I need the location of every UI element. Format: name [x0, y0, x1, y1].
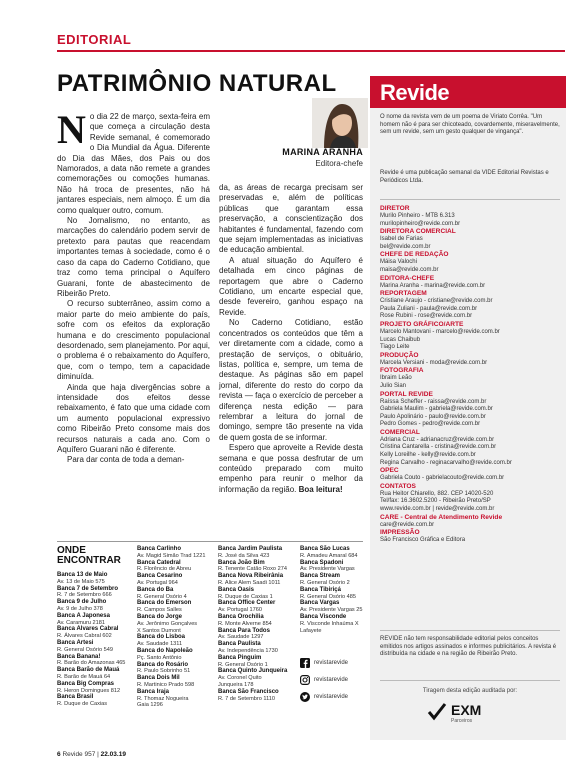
newsstand-entry	[57, 681, 131, 695]
staff-line: Pedro Gomes - pedro@revide.com.br	[380, 421, 481, 428]
newsstand-name: Banca Pinguim	[218, 654, 262, 661]
newsstand-name: Banca Vargas	[300, 600, 340, 607]
staff-line: São Francisco Gráfica e Editora	[380, 537, 466, 544]
disclaimer: REVIDE não tem responsabilidade editorial pelos conceitos emitidos nos artigos assinados e informes publicitários. A revista é distribuída na cidade e na região de Ribeirão Preto.	[380, 636, 557, 658]
newsstand-name: Banca do Rosário	[137, 661, 189, 668]
svg-text:Parceiros: Parceiros	[451, 718, 473, 724]
staff-heading: IMPRESSÃO	[380, 529, 420, 537]
staff-line: Raíssa Scheffer - raissa@revide.com.br	[380, 398, 487, 405]
newsstand-address: R. Duque de Caxias 1	[218, 593, 273, 600]
newsstand-entry	[218, 628, 294, 642]
staff-line: Cristina Cantarella - cristina@revide.com.br	[380, 444, 497, 451]
newsstand-address: X Santos Dumont	[137, 627, 181, 634]
revide-logo: Revide	[380, 80, 450, 105]
newsstand-name: Banca Big Compras	[57, 680, 115, 687]
page-title: PATRIMÔNIO NATURAL	[57, 70, 337, 97]
newsstand-name: Banca Tibiriçá	[300, 586, 341, 593]
staff-line: murilopinheiro@revide.com.br	[380, 220, 461, 227]
newsstand-entry	[300, 560, 366, 574]
newsstand-name: Banca do Jorge	[137, 613, 183, 620]
newsstand-name: Banca São Lucas	[300, 546, 350, 552]
newsstand-name: Banca 7 de Setembro	[57, 585, 119, 592]
newsstand-address: R. 7 de Setembro 1110	[218, 695, 276, 702]
newsstand-column-4	[300, 546, 366, 634]
staff-line: Isabel de Farias	[380, 236, 423, 243]
staff-list	[380, 205, 560, 545]
article-paragraph: No dia 22 de março, sexta-feira em que começa a circulação desta Revide semanal, é comemorado o Dia Mundial da Água. Diferente do Dia das Mães, dos Pais ou dos Namorados, a data não remete a grandes comemorações ou comoções humanas. Não há troca de presentes, não há jantares especiais, nem almoço. É um dia como qualquer outro, comum.	[57, 107, 210, 215]
staff-heading: DIRETOR	[380, 205, 410, 212]
staff-heading: OPEC	[380, 467, 399, 475]
staff-line: Paulo Apolinário - paulo@revide.com.br	[380, 413, 486, 420]
newsstand-entry	[57, 572, 131, 586]
staff-heading: PORTAL REVIDE	[380, 390, 433, 398]
newsstand-address: R. Barão de Mauá 64	[57, 673, 111, 680]
drop-cap: N	[57, 107, 86, 152]
newsstand-name: Banca Barão de Mauá	[57, 667, 120, 674]
sidebar-divider	[380, 199, 560, 200]
masthead-intro: O nome da revista vem de um poema de Viriato Corrêa. "Um homem não é para ser chicoteado, covardemente, miseravelmente, sem um revide, sem um gesto qualquer de vingança".	[380, 114, 560, 136]
newsstand-entry	[57, 640, 131, 654]
staff-line: Regina Carvalho - reginacarvalho@revide.com.br	[380, 459, 512, 466]
newsstand-address: R. General Osório 549	[57, 646, 113, 653]
newsstand-address: R. Visconde Inhaúma X	[300, 620, 359, 627]
staff-line: care@revide.com.br	[380, 521, 435, 528]
staff-heading: FOTOGRAFIA	[380, 367, 424, 375]
newsstand-address: Junqueira 178	[218, 681, 254, 688]
staff-line: Rose Rubini - rose@revide.com.br	[380, 313, 473, 320]
publisher-note: Revide é uma publicação semanal da VIDE Editorial Revistas e Periódicos Ltda.	[380, 170, 549, 184]
newsstand-entry	[218, 689, 294, 703]
newsstand-name: Banca Nova Ribeirânia	[218, 573, 284, 580]
newsstand-entry	[57, 694, 131, 708]
staff-heading: CARE - Central de Atendimento Revide	[380, 513, 503, 521]
exm-logo	[425, 700, 515, 724]
newsstand-address: Av. 13 de Maio 575	[57, 578, 105, 585]
newsstand-name: Banca Quinto Junqueira	[218, 668, 288, 675]
sidebar-divider	[380, 630, 560, 631]
newsstand-address: R. General Osório 4	[137, 593, 187, 600]
staff-heading: CHEFE DE REDAÇÃO	[380, 251, 449, 259]
sidebar-divider	[380, 680, 560, 681]
newsstand-entry	[57, 654, 131, 668]
staff-line: Julio Sian	[380, 382, 407, 389]
newsstand-address: Av. 9 de Julho 378	[57, 605, 103, 612]
staff-line: maisa@revide.com.br	[380, 266, 439, 273]
staff-line: Gabriela Couto - gabrielacouto@revide.com.br	[380, 475, 505, 482]
staff-line: Máisa Valochi	[380, 259, 417, 266]
newsstand-name: Banca Spadoni	[300, 559, 344, 566]
staff-line: Lucas Chaibub	[380, 336, 421, 343]
newsstand-address: R. Heron Domingues 812	[57, 687, 121, 694]
staff-line: Adriana Cruz - adrianacruz@revide.com.br	[380, 436, 495, 443]
newsstand-entry	[137, 587, 213, 601]
newsstand-name: Banca São Francisco	[218, 688, 279, 695]
newsstand-address: R. Campos Salles	[137, 607, 182, 614]
article-paragraph: No Caderno Cotidiano, estão concentrados os conteúdos que têm a ver diretamente com a cidade, como a prestação de serviços, o obituário, listas, política e, sempre, um tema de destaque. As páginas são em papel jornal, diferente do resto do corpo da revista — faça o exercício de perceber a diferença nesta edição — para relembrar a leitura do jornal de domingo, sempre tão presente na vida de quem gosta de se informar.	[219, 318, 363, 442]
newsstand-name: Banca Brasil	[57, 694, 94, 701]
newsstand-entry	[300, 573, 366, 587]
staff-line: Cristiane Araujo - cristiane@revide.com.br	[380, 298, 493, 305]
newsstand-name: Banca Orochilia	[218, 613, 264, 620]
newsstand-name: Banca Banana!	[57, 653, 101, 660]
newsstand-entry	[218, 587, 294, 601]
newsstand-name: Banca 9 de Julho	[57, 599, 107, 606]
staff-heading: COMERCIAL	[380, 428, 420, 436]
newsstand-name: Banca Carlinho	[137, 546, 182, 552]
newsstand-address: Av. Portugal 1760	[218, 607, 262, 614]
newsstand-entry	[57, 613, 131, 627]
staff-heading: REPORTAGEM	[380, 290, 427, 298]
newsstand-address: Av. Caramuru 2181	[57, 619, 105, 626]
newsstand-entry	[218, 560, 294, 574]
newsstand-name: Banca Para Todos	[218, 627, 270, 634]
staff-line: Marina Aranha - marina@revide.com.br	[380, 282, 486, 289]
staff-line: Kelly Loreilhe - kelly@revide.com.br	[380, 452, 476, 459]
article-paragraph: Espero que aproveite a Revide desta semana e que possa desfrutar de um conteúdo preparado com muito empenho para reunir o melhor da informação da região. Boa leitura!	[219, 443, 363, 494]
article-column-1	[57, 107, 210, 466]
newsstand-name: Banca do Ba	[137, 586, 174, 593]
newsstand-address: R. Álvares Cabral 602	[57, 633, 112, 640]
newsstand-entry	[218, 573, 294, 587]
staff-line: Marcelo Mantovani - marcelo@revide.com.br	[380, 328, 500, 335]
newsstand-address: R. Paulo Sobrinho 51	[137, 668, 191, 675]
newsstand-entry	[137, 634, 213, 648]
newsstand-entry	[137, 600, 213, 614]
newsstand-name: Banca do Lisboa	[137, 634, 186, 641]
newsstand-entry	[57, 667, 131, 681]
instagram-icon	[300, 675, 310, 685]
newsstand-address: Av. Independência 1730	[218, 647, 278, 654]
article-paragraph: da, as áreas de recarga precisam ser preservadas e, além de políticas públicas que garantam essa preservação, a conscientização dos habitantes é fundamental, fazendo com que sejam implementadas as iniciativas de educação ambiental.	[219, 183, 363, 255]
newsstand-entry	[57, 599, 131, 613]
newsstand-address: R. Barão do Amazonas 465	[57, 660, 126, 667]
newsstand-column-3	[218, 546, 294, 702]
newsstand-name: Banca Artesi	[57, 639, 94, 646]
facebook-icon	[300, 658, 310, 668]
staff-heading: PROJETO GRÁFICO/ARTE	[380, 320, 464, 328]
newsstand-address: Pç. Santo Antônio	[137, 654, 182, 661]
newsstand-entry	[300, 614, 366, 634]
newsstand-entry	[300, 600, 366, 614]
newsstand-name: Banca do Napoleão	[137, 647, 193, 654]
newsstand-entry	[137, 573, 213, 587]
newsstand-address: R. Amadeu Amaral 684	[300, 552, 358, 559]
audit-note: Tiragem desta edição auditada por:	[422, 688, 518, 694]
signoff: Boa leitura!	[298, 484, 343, 494]
top-rule	[57, 50, 565, 52]
newsstand-name: Banca Jardim Paulista	[218, 546, 283, 552]
article-paragraph: O recurso subterrâneo, assim como a maior parte do meio ambiente do país, sofre com os efeitos da exploração humana e do crescimento populacional desordenado, sem planejamento. Por aqui, o problema é o rebaixamento do Aquífero, que, com o tempo, tem a capacidade diminuída.	[57, 299, 210, 382]
twitter-icon	[300, 692, 310, 702]
newsstand-name: Banca Catedral	[137, 559, 181, 566]
newsstand-name: Banca A Japonesa	[57, 612, 110, 619]
newsstand-entry	[57, 586, 131, 600]
newsstand-entry	[137, 662, 213, 676]
article-paragraph: Ainda que haja divergências sobre a intensidade dos efeitos desse rebaixamento, é fato que uma cidade com um aumento populacional expressivo como Ribeirão Preto consome mais dos recursos naturais a cada ano. Com o Aquífero Guarani não é diferente.	[57, 382, 210, 454]
newsstand-entry	[137, 560, 213, 574]
facebook-link[interactable]: revistarevide	[300, 657, 366, 669]
newsstand-address: Av. Presidente Vargas 25	[300, 607, 363, 614]
newsstand-address: Lafayete	[300, 627, 322, 634]
newsstand-address: Gaia 1296	[137, 702, 163, 709]
onde-divider	[57, 541, 363, 542]
newsstand-address: R. Martinico Prado 598	[137, 681, 195, 688]
article-paragraph: A atual situação do Aquífero é detalhada em cinco páginas de reportagem que abre o Caderno Cotidiano, um encarte especial que, desde fevereiro, ganhou espaço na Revide.	[219, 255, 363, 317]
newsstand-address: R. José da Silva 423	[218, 552, 270, 559]
article-paragraph: No Jornalismo, no entanto, as marcações do calendário podem servir de pretexto para pautas que reacendam importantes temas à sociedade, como é o caso da capa do Caderno Cotidiano, que traz como tema principal o Aquífero Guarani, fonte de abastecimento de Ribeirão Preto.	[57, 216, 210, 298]
staff-heading: EDITORA-CHEFE	[380, 274, 435, 282]
newsstand-address: Av. Saudade 1297	[218, 634, 264, 641]
author-role: Editora-chefe	[315, 159, 363, 168]
twitter-link[interactable]: revistarevide	[300, 691, 366, 703]
newsstand-address: Av. Presidente Vargas	[300, 566, 355, 573]
newsstand-name: Banca Oasis	[218, 586, 255, 593]
newsstand-address: R. General Osório 485	[300, 593, 356, 600]
staff-line: Tel/fax: 16.3602.5200 - Ribeirão Preto/SP	[380, 498, 491, 505]
article-column-2	[219, 183, 363, 495]
newsstand-address: R. 7 de Setembro 666	[57, 592, 112, 599]
newsstand-name: Banca Dois Mil	[137, 675, 180, 682]
newsstand-column-1	[57, 572, 131, 708]
newsstand-name: Banca 13 de Maio	[57, 572, 108, 578]
staff-line: Marcela Versiani - moda@revide.com.br	[380, 359, 488, 366]
newsstand-entry	[218, 668, 294, 688]
newsstand-entry	[300, 546, 366, 560]
newsstand-address: R. Monte Alverne 854	[218, 620, 272, 627]
newsstand-name: Banca Cesarino	[137, 573, 183, 580]
author-photo	[312, 98, 368, 148]
newsstand-name: Banca Stream	[300, 573, 341, 580]
staff-heading: PRODUÇÃO	[380, 351, 419, 359]
newsstand-entry	[218, 600, 294, 614]
newsstand-address: Av. Magid Simão Trad 1221	[137, 552, 206, 559]
newsstand-entry	[57, 626, 131, 640]
newsstand-name: Banca Iraja	[137, 688, 170, 695]
newsstand-entry	[218, 546, 294, 560]
newsstand-address: Av. Saudade 1311	[137, 641, 183, 648]
newsstand-entry	[218, 655, 294, 669]
onde-encontrar-title: ONDE ENCONTRAR	[57, 545, 121, 566]
staff-line: Ibraim Leão	[380, 375, 412, 382]
newsstand-address: Av. Coronel Quito	[218, 675, 262, 682]
newsstand-address: Av. Jerônimo Gonçalves	[137, 620, 198, 627]
staff-heading: DIRETORA COMERCIAL	[380, 228, 456, 236]
newsstand-address: Av. Portugal 964	[137, 579, 178, 586]
newsstand-column-2	[137, 546, 213, 709]
newsstand-address: R. Tenente Catão Roxo 274	[218, 566, 287, 573]
section-label: EDITORIAL	[57, 32, 132, 47]
newsstand-entry	[137, 546, 213, 560]
article-paragraph: Para dar conta de toda a deman-	[67, 455, 185, 465]
newsstand-entry	[218, 614, 294, 628]
newsstand-name: Banca Visconde	[300, 613, 347, 620]
newsstand-address: R. General Osório 2	[300, 579, 350, 586]
staff-line: www.revide.com.br | revide@revide.com.br	[380, 506, 495, 513]
page-folio: 6 Revide 957 | 22.03.19	[57, 751, 126, 758]
staff-line: Gabriela Maulim - gabriela@revide.com.br	[380, 406, 493, 413]
staff-heading: CONTATOS	[380, 482, 416, 490]
newsstand-entry	[137, 614, 213, 634]
newsstand-name: Banca João Bim	[218, 559, 265, 566]
newsstand-address: R. Thomaz Nogueira	[137, 695, 189, 702]
newsstand-name: Banca do Emerson	[137, 600, 192, 607]
instagram-link[interactable]: revistarevide	[300, 674, 366, 686]
newsstand-entry	[300, 587, 366, 601]
svg-text:EXM: EXM	[451, 702, 482, 718]
newsstand-address: R. Alice Alem Saadi 1011	[218, 579, 281, 586]
newsstand-name: Banca Alvares Cabral	[57, 626, 119, 633]
newsstand-entry	[137, 689, 213, 709]
newsstand-address: R. Florêncio de Abreu	[137, 566, 192, 573]
newsstand-entry	[137, 675, 213, 689]
staff-line: Paula Zuliani - paula@revide.com.br	[380, 305, 478, 312]
newsstand-address: R. Duque de Caxias	[57, 701, 108, 708]
newsstand-name: Banca Office Center	[218, 600, 276, 607]
author-name: MARINA ARANHA	[282, 147, 363, 157]
newsstand-entry	[137, 648, 213, 662]
staff-line: Tiago Leite	[380, 344, 410, 351]
staff-line: Rua Heitor Chiarello, 882. CEP 14020-520	[380, 490, 494, 497]
newsstand-name: Banca Paulista	[218, 641, 261, 648]
staff-line: bel@revide.com.br	[380, 243, 431, 250]
newsstand-address: R. General Osório 1	[218, 661, 268, 668]
staff-line: Murilo Pinheiro - MTB 6.313	[380, 213, 455, 219]
newsstand-entry	[218, 641, 294, 655]
